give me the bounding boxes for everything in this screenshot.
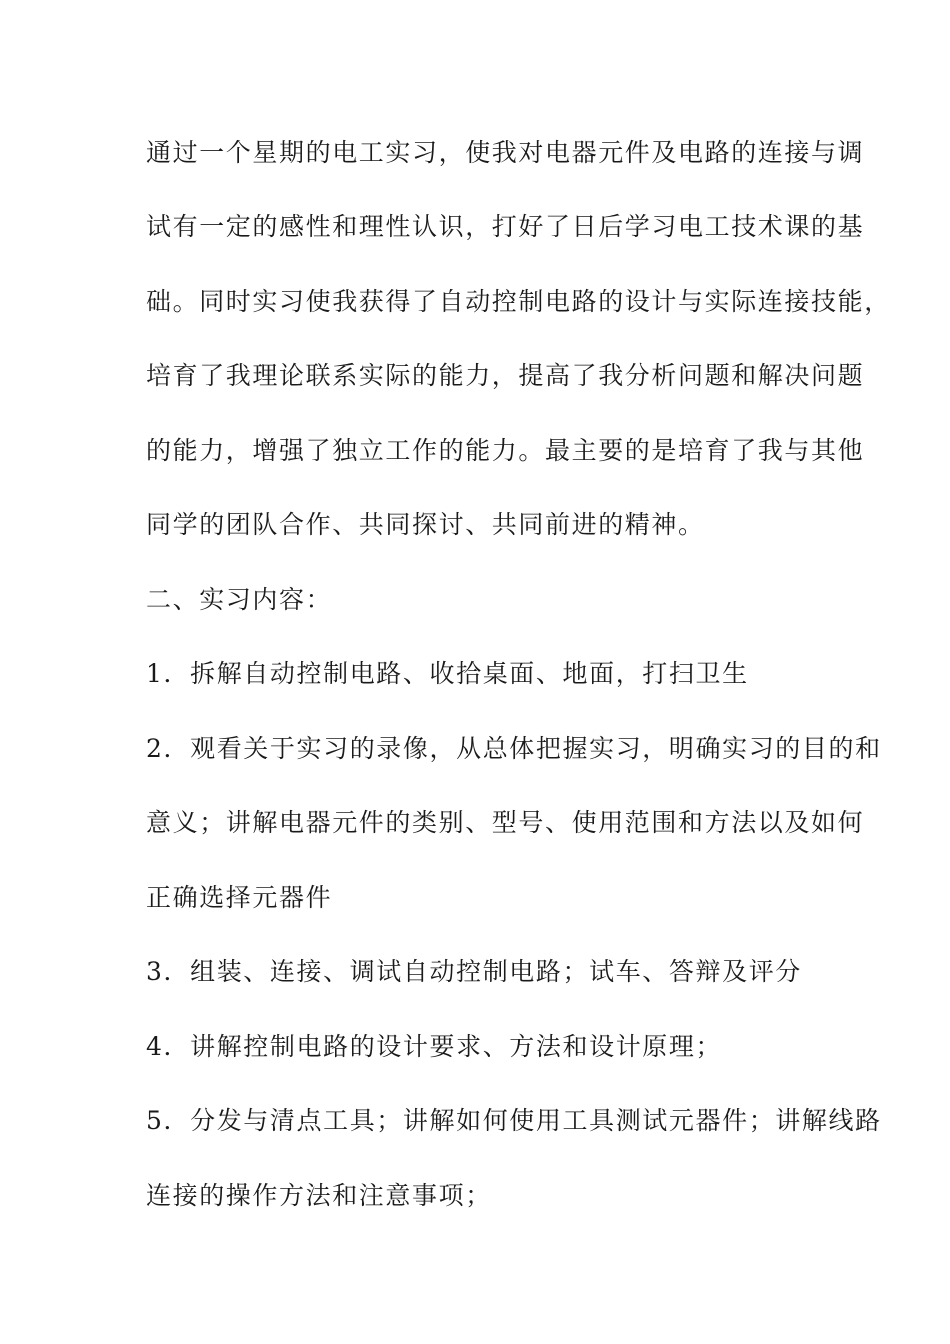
list-item-continuation: 意义；讲解电器元件的类别、型号、使用范围和方法以及如何 xyxy=(146,808,865,837)
paragraph-line: 试有一定的感性和理性认识，打好了日后学习电工技术课的基 xyxy=(146,212,865,241)
list-item-continuation: 正确选择元器件 xyxy=(146,883,333,912)
paragraph-line: 通过一个星期的电工实习，使我对电器元件及电路的连接与调 xyxy=(146,138,865,167)
section-heading: 二、实习内容： xyxy=(146,585,333,614)
paragraph-line: 同学的团队合作、共同探讨、共同前进的精神。 xyxy=(146,510,705,539)
paragraph-line: 培育了我理论联系实际的能力，提高了我分析问题和解决问题 xyxy=(146,361,865,390)
paragraph-line: 的能力，增强了独立工作的能力。最主要的是培育了我与其他 xyxy=(146,436,865,465)
list-item: 4．讲解控制电路的设计要求、方法和设计原理； xyxy=(146,1032,723,1061)
paragraph-line: 础。同时实习使我获得了自动控制电路的设计与实际连接技能， xyxy=(146,287,891,316)
list-item: 5．分发与清点工具；讲解如何使用工具测试元器件；讲解线路 xyxy=(146,1106,882,1135)
list-item: 2．观看关于实习的录像，从总体把握实习，明确实习的目的和 xyxy=(146,734,882,763)
list-item-continuation: 连接的操作方法和注意事项； xyxy=(146,1181,492,1210)
list-item: 3．组装、连接、调试自动控制电路；试车、答辩及评分 xyxy=(146,957,802,986)
list-item: 1．拆解自动控制电路、收拾桌面、地面，打扫卫生 xyxy=(146,659,749,688)
